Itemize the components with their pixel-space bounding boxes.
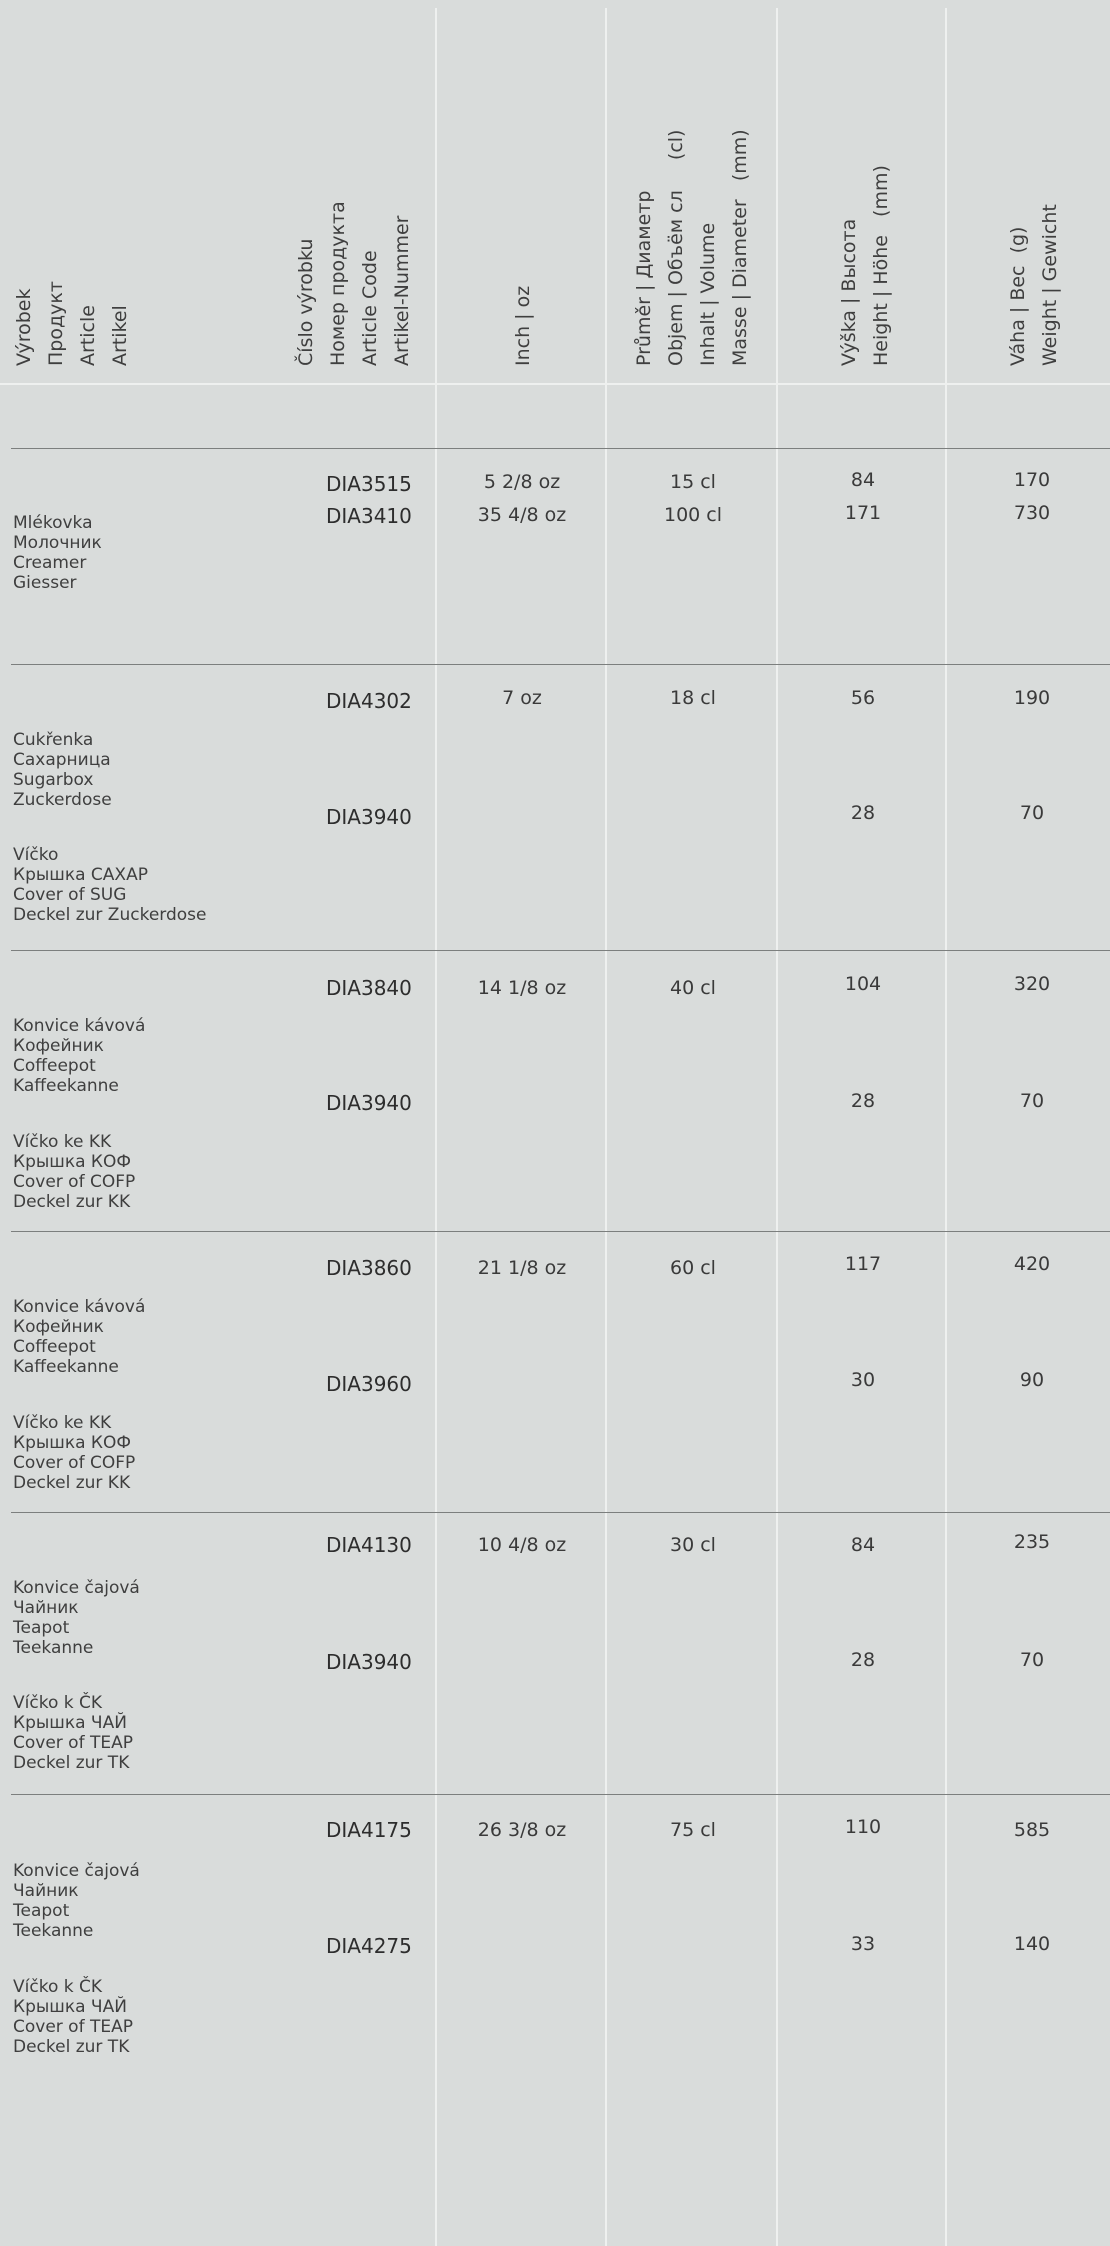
article-code: DIA3960 [326,1372,412,1396]
product-name: Konvice kávová Кофейник Coffeepot Kaffeekanne [13,1016,146,1096]
weight-value: 235 [1013,1531,1051,1553]
column-divider [435,8,437,2246]
height-value: 117 [844,1253,882,1275]
article-code: DIA3860 [326,1256,412,1280]
header-code-en: Article Code [359,250,381,366]
header-diameter-mm: Masse | Diameter (mm) [729,129,751,366]
volume-value: 60 cl [670,1257,716,1279]
height-value: 110 [844,1816,882,1838]
weight-value: 140 [1013,1933,1051,1955]
product-name: Cukřenka Сахарница Sugarbox Zuckerdose [13,730,112,810]
article-code: DIA3840 [326,976,412,1000]
header-code-de: Artikel-Nummer [391,215,413,366]
product-name: Víčko k ČK Крышка ЧАЙ Cover of TEAP Deckel zur TK [13,1977,133,2057]
height-value: 104 [844,973,882,995]
group-separator [11,1794,1110,1795]
article-code: DIA3940 [326,1091,412,1115]
header-weight-en: Weight | Gewicht [1039,204,1061,366]
height-value: 84 [850,469,876,491]
weight-value: 90 [1019,1369,1045,1391]
group-separator [11,664,1110,665]
volume-value: 100 cl [663,504,723,526]
product-name: Víčko ke KK Крышка КОФ Cover of COFP Deckel zur KK [13,1413,136,1493]
article-code: DIA4175 [326,1818,412,1842]
header-inch: Inch | oz [512,285,534,366]
weight-value: 585 [1013,1819,1051,1841]
article-code: DIA3940 [326,805,412,829]
product-name: Víčko k ČK Крышка ЧАЙ Cover of TEAP Deckel zur TK [13,1693,133,1773]
inch-value: 35 4/8 oz [477,504,567,526]
header-volume-de: Inhalt | Volume [697,222,719,366]
header-product-ru: Продукт [45,281,67,366]
height-value: 28 [850,1649,876,1671]
column-divider [945,8,947,2246]
volume-value: 18 cl [670,687,716,709]
inch-value: 26 3/8 oz [477,1819,567,1841]
header-weight-cs: Váha | Вес (g) [1007,226,1029,366]
volume-value: 75 cl [670,1819,716,1841]
article-code: DIA3940 [326,1650,412,1674]
height-value: 28 [850,1090,876,1112]
product-name: Víčko Крышка САХАР Cover of SUG Deckel zur Zuckerdose [13,845,207,925]
article-code: DIA3410 [326,504,412,528]
header-product-en: Article [77,305,99,366]
header-product-cs: Výrobek [13,288,35,366]
header-code-cs: Číslo výrobku [295,238,317,366]
header-height-cs: Výška | Высота [838,218,860,366]
inch-value: 5 2/8 oz [483,471,561,493]
height-value: 28 [850,802,876,824]
header-code-ru: Номер продукта [327,201,349,366]
article-code: DIA4275 [326,1934,412,1958]
inch-value: 21 1/8 oz [477,1257,567,1279]
height-value: 33 [850,1933,876,1955]
weight-value: 420 [1013,1253,1051,1275]
article-code: DIA4130 [326,1533,412,1557]
product-name: Konvice kávová Кофейник Coffeepot Kaffeekanne [13,1297,146,1377]
weight-value: 730 [1013,502,1051,524]
volume-value: 30 cl [670,1534,716,1556]
group-separator [11,1512,1110,1513]
header-volume-ru: Objem | Объём сл (cl) [665,129,687,366]
group-separator [11,448,1110,449]
weight-value: 320 [1013,973,1051,995]
weight-value: 70 [1019,802,1045,824]
volume-value: 15 cl [670,471,716,493]
group-separator [11,1231,1110,1232]
weight-value: 170 [1013,469,1051,491]
height-value: 84 [850,1534,876,1556]
product-name: Mlékovka Молочник Creamer Giesser [13,513,102,593]
height-value: 171 [844,502,882,524]
article-code: DIA4302 [326,689,412,713]
header-height-en: Height | Höhe (mm) [870,165,892,366]
inch-value: 14 1/8 oz [477,977,567,999]
product-name: Konvice čajová Чайник Teapot Teekanne [13,1578,140,1658]
weight-value: 70 [1019,1090,1045,1112]
weight-value: 70 [1019,1649,1045,1671]
article-code: DIA3515 [326,472,412,496]
height-value: 30 [850,1369,876,1391]
volume-value: 40 cl [670,977,716,999]
column-divider [605,8,607,2246]
inch-value: 7 oz [502,687,542,709]
inch-value: 10 4/8 oz [477,1534,567,1556]
product-name: Víčko ke KK Крышка КОФ Cover of COFP Deckel zur KK [13,1132,136,1212]
column-divider [776,8,778,2246]
weight-value: 190 [1013,687,1051,709]
product-name: Konvice čajová Чайник Teapot Teekanne [13,1861,140,1941]
header-product-de: Artikel [109,305,131,366]
header-diameter: Průměr | Диаметр [633,190,655,366]
height-value: 56 [850,687,876,709]
header-divider [0,383,1110,385]
